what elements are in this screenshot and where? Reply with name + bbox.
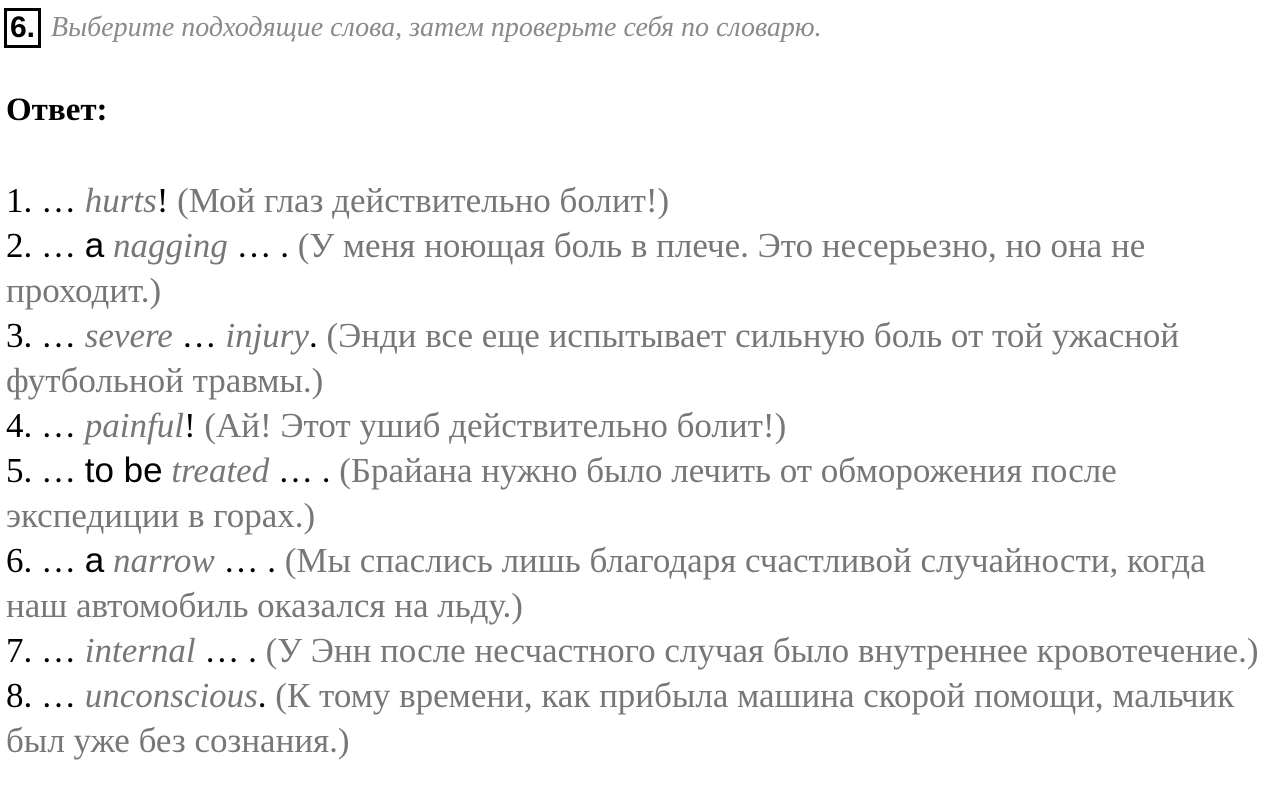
answer-item-5	[6, 448, 1267, 538]
answer-translation: (Энди все еще испытывает сильную боль от той ужасной футбольной травмы.)	[6, 316, 1180, 400]
answer-word: internal	[84, 631, 196, 670]
answer-prefix: a	[84, 541, 105, 580]
answer-prefix: a	[84, 226, 105, 265]
answer-item-1	[6, 178, 1267, 223]
answer-ellipsis: …	[181, 316, 217, 355]
answer-list	[6, 178, 1267, 763]
answer-item-7	[6, 628, 1267, 673]
answer-translation: (Ай! Этот ушиб действительно болит!)	[204, 406, 787, 445]
answer-suffix: !	[156, 181, 169, 220]
answer-translation: (Мы спаслись лишь благодаря счастливой случайности, когда наш автомобиль оказался на льду.)	[6, 541, 1206, 625]
answer-word: unconscious	[84, 676, 258, 715]
answer-word: painful	[84, 406, 184, 445]
task-number-box: 6.	[4, 8, 41, 48]
answer-number: 5. …	[6, 451, 76, 490]
answer-translation: (У меня ноющая боль в плече. Это несерьезно, но она не проходит.)	[6, 226, 1146, 310]
answer-translation: (К тому времени, как прибыла машина скорой помощи, мальчик был уже без сознания.)	[6, 676, 1235, 760]
answer-number: 2. …	[6, 226, 76, 265]
answer-word: severe	[84, 316, 173, 355]
answer-word: treated	[171, 451, 270, 490]
answer-number: 4. …	[6, 406, 76, 445]
answer-word: nagging	[112, 226, 228, 265]
answer-item-8	[6, 673, 1267, 763]
answer-number: 3. …	[6, 316, 76, 355]
answer-translation: (Мой глаз действительно болит!)	[177, 181, 670, 220]
answer-suffix: … .	[277, 451, 331, 490]
answer-suffix: !	[183, 406, 196, 445]
answer-suffix: … .	[236, 226, 289, 265]
answer-number: 8. …	[6, 676, 76, 715]
answer-number: 6. …	[6, 541, 76, 580]
answer-word-2: injury	[225, 316, 309, 355]
answer-suffix: .	[308, 316, 318, 355]
answer-heading: Ответ:	[6, 92, 108, 128]
answer-suffix: .	[257, 676, 267, 715]
answer-item-6	[6, 538, 1267, 628]
answer-item-2	[6, 223, 1267, 313]
answer-prefix: to be	[84, 451, 163, 490]
task-instruction: Выберите подходящие слова, затем проверьте себя по словарю.	[51, 12, 822, 43]
answer-word: narrow	[112, 541, 215, 580]
answer-item-4	[6, 403, 1267, 448]
task-header	[4, 8, 822, 48]
answer-item-3	[6, 313, 1267, 403]
answer-translation: (У Энн после несчастного случая было внутреннее кровотечение.)	[265, 631, 1259, 670]
answer-suffix: … .	[204, 631, 257, 670]
answer-suffix: … .	[223, 541, 277, 580]
answer-word: hurts	[84, 181, 157, 220]
answer-translation: (Брайана нужно было лечить от обморожения после экспедиции в горах.)	[6, 451, 1117, 535]
answer-number: 7. …	[6, 631, 76, 670]
answer-number: 1. …	[6, 181, 76, 220]
